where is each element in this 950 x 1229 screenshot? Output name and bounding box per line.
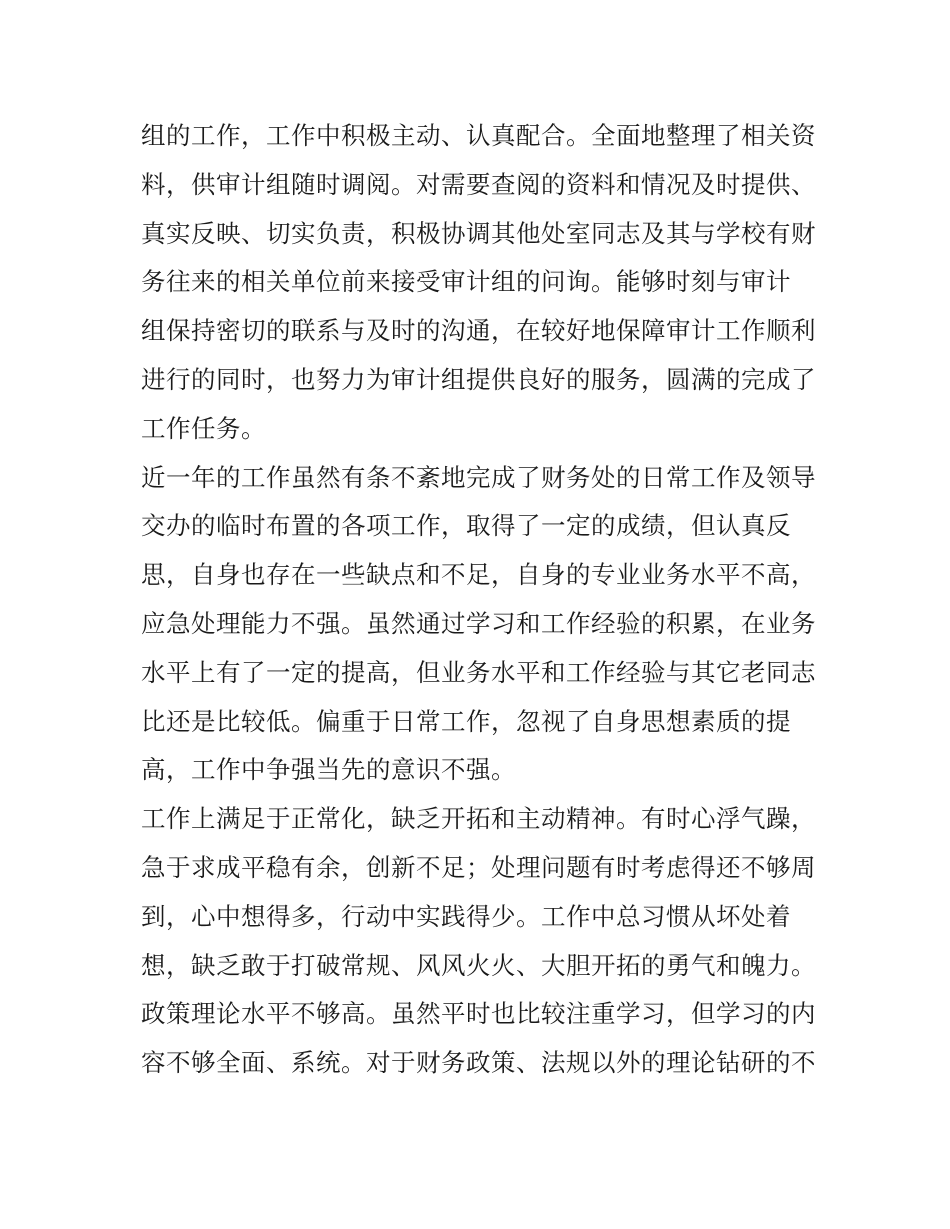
paragraph-1-line-4: 务往来的相关单位前来接受审计组的问询。能够时刻与审计: [141, 267, 791, 297]
paragraph-1-line-2: 料，供审计组随时调阅。对需要查阅的资料和情况及时提供、: [141, 169, 816, 199]
paragraph-2-line-3: 思，自身也存在一些缺点和不足，自身的专业业务水平不高，: [141, 560, 816, 590]
paragraph-3-line-2: 急于求成平稳有余，创新不足；处理问题有时考虑得还不够周: [141, 852, 816, 882]
paragraph-2-line-5: 水平上有了一定的提高，但业务水平和工作经验与其它老同志: [141, 657, 816, 687]
paragraph-3-line-1: 工作上满足于正常化，缺乏开拓和主动精神。有时心浮气躁，: [141, 804, 816, 834]
paragraph-3-line-3: 到，心中想得多，行动中实践得少。工作中总习惯从坏处着: [141, 901, 791, 931]
paragraph-1-line-6: 进行的同时，也努力为审计组提供良好的服务，圆满的完成了: [141, 364, 816, 394]
paragraph-1-line-1: 组的工作，工作中积极主动、认真配合。全面地整理了相关资: [141, 121, 816, 150]
paragraph-2-line-1: 近一年的工作虽然有条不紊地完成了财务处的日常工作及领导: [141, 462, 816, 492]
paragraph-2-line-7: 高，工作中争强当先的意识不强。: [141, 755, 516, 785]
paragraph-3-line-5: 政策理论水平不够高。虽然平时也比较注重学习，但学习的内: [141, 999, 816, 1029]
paragraph-3-line-6: 容不够全面、系统。对于财务政策、法规以外的理论钻研的不: [141, 1048, 816, 1078]
paragraph-2-line-6: 比还是比较低。偏重于日常工作，忽视了自身思想素质的提: [141, 706, 791, 736]
paragraph-1-line-5: 组保持密切的联系与及时的沟通，在较好地保障审计工作顺利: [141, 316, 816, 346]
paragraph-1-line-3: 真实反映、切实负责，积极协调其他处室同志及其与学校有财: [141, 218, 816, 248]
paragraph-2-line-4: 应急处理能力不强。虽然通过学习和工作经验的积累，在业务: [141, 608, 816, 638]
document-body: [141, 112, 821, 1088]
paragraph-1-line-7: 工作任务。: [141, 413, 266, 443]
paragraph-3-line-4: 想，缺乏敢于打破常规、风风火火、大胆开拓的勇气和魄力。: [141, 950, 816, 980]
paragraph-2-line-2: 交办的临时布置的各项工作，取得了一定的成绩，但认真反: [141, 511, 791, 541]
